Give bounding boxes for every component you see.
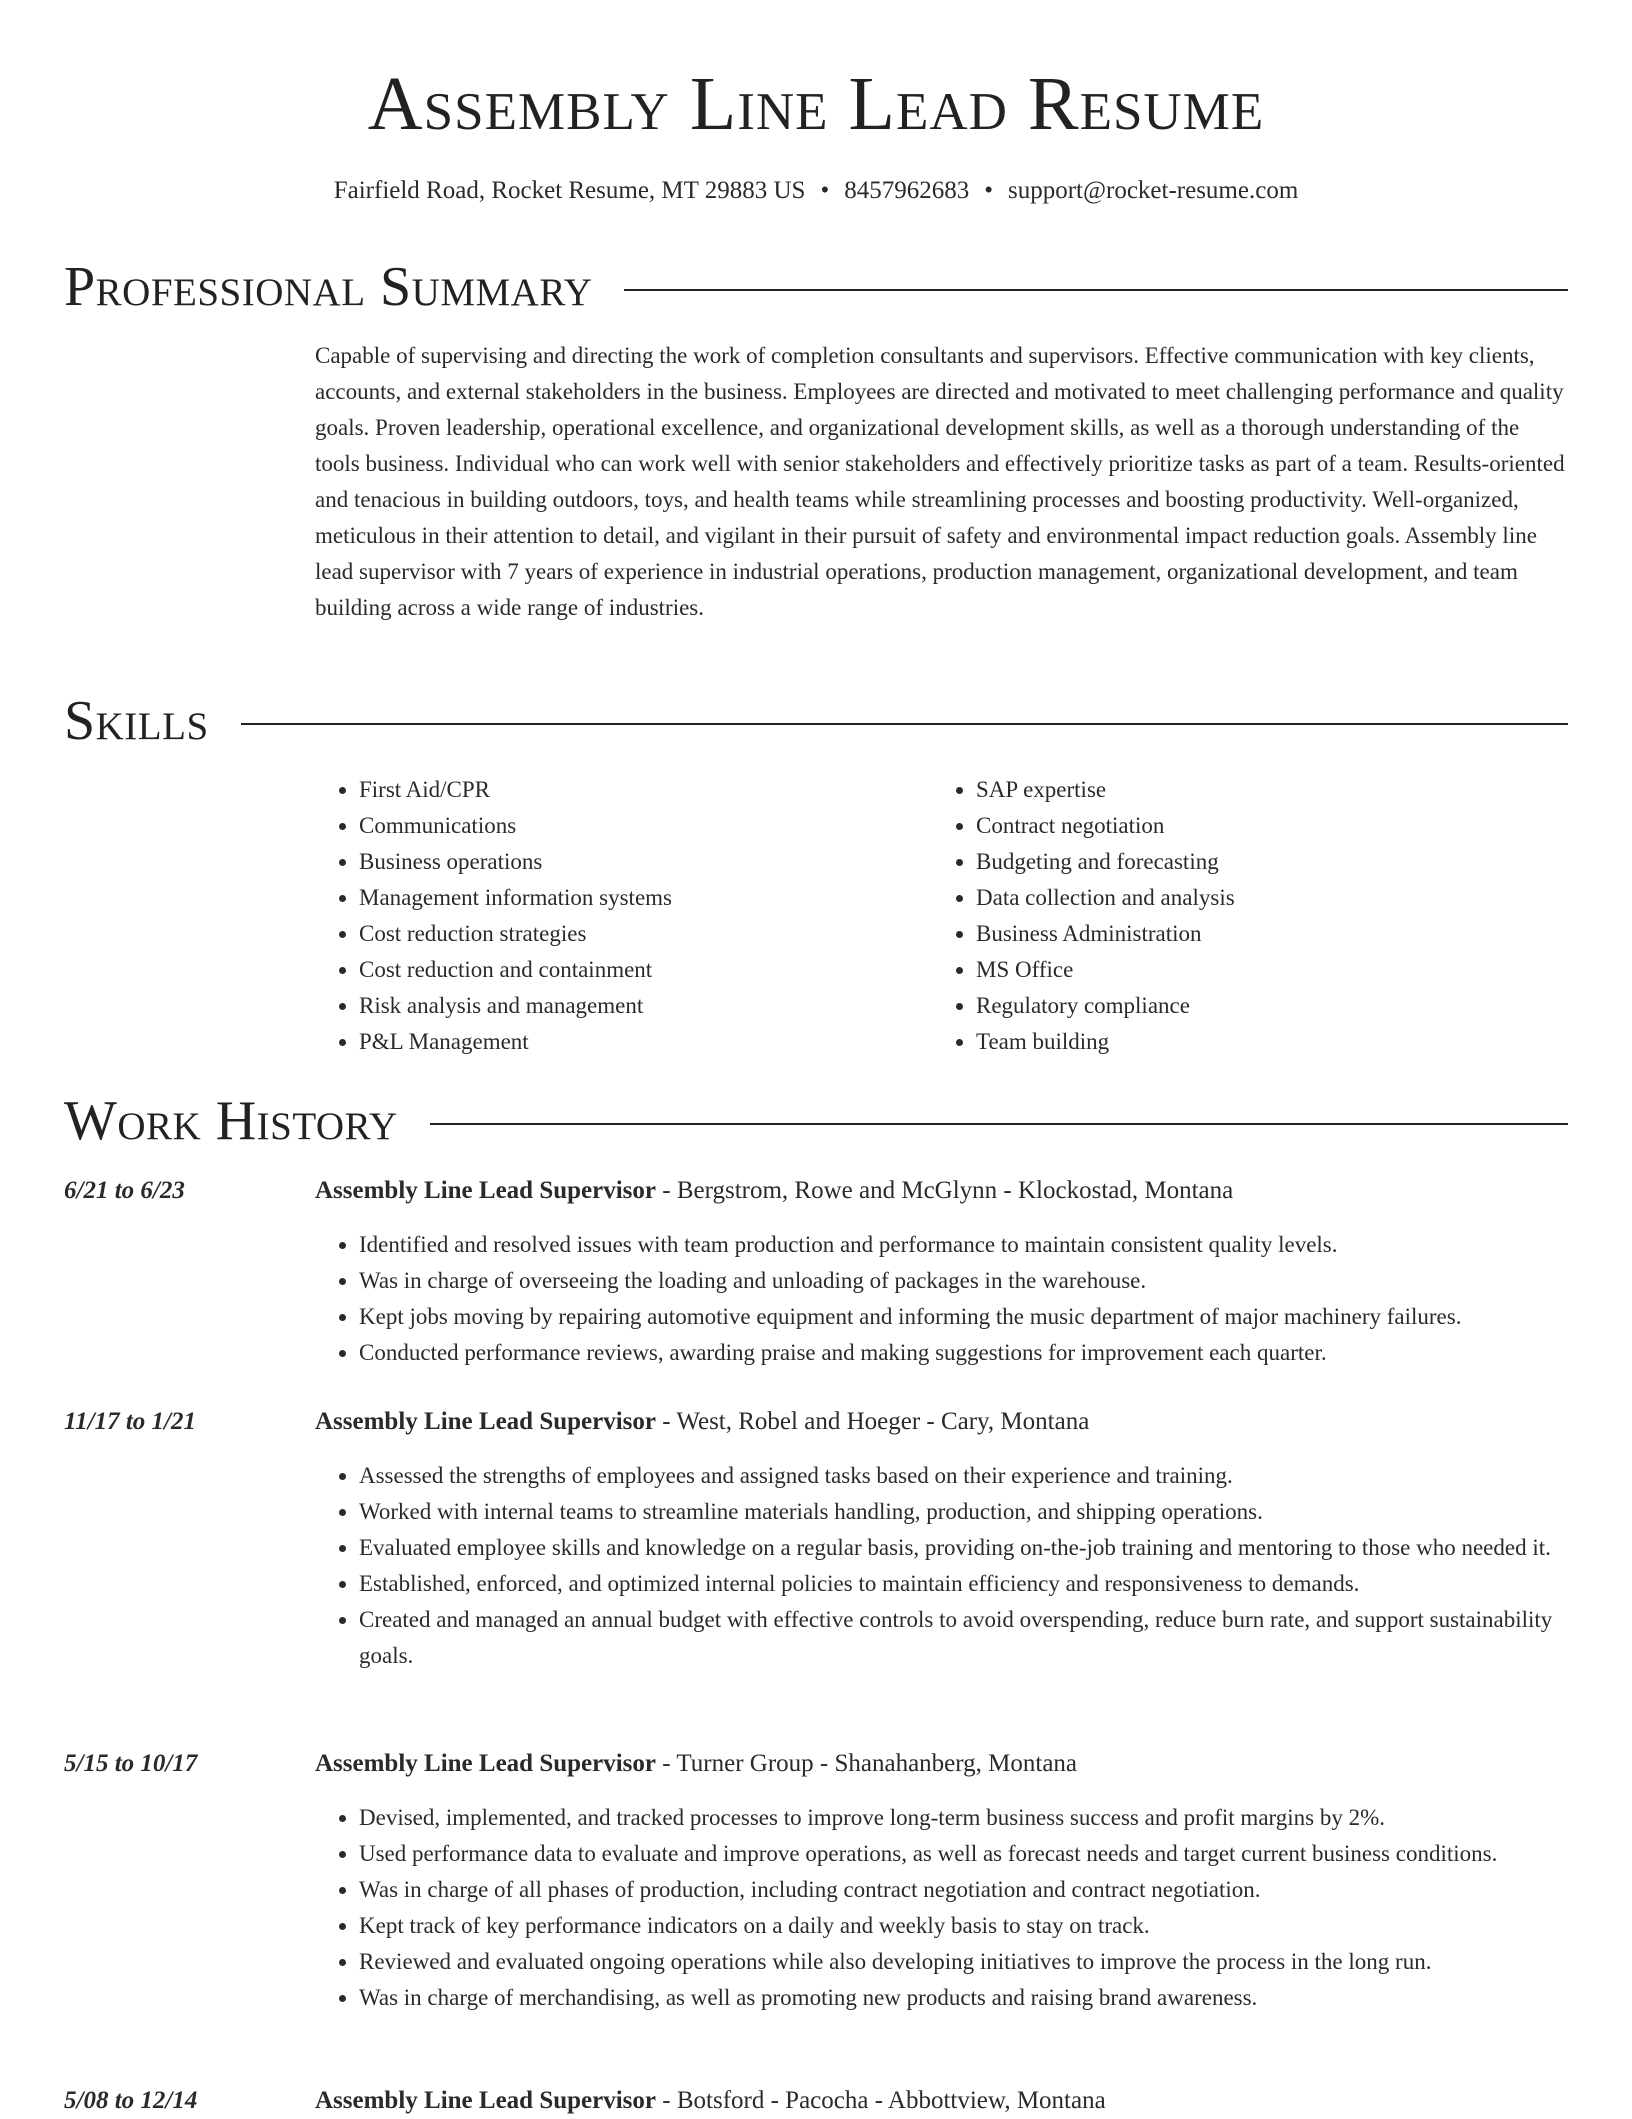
- contact-separator: •: [820, 177, 830, 204]
- job-bullet: • Was in charge of merchandising, as well as promoting new products and raising brand awareness.: [359, 1980, 1568, 2016]
- job-bullets: [315, 1458, 1568, 1674]
- job-company: - Bergstrom, Rowe and McGlynn - Klockostad, Montana: [656, 1177, 1234, 1204]
- skills-list-left: [315, 772, 919, 1060]
- summary-section-header: [64, 254, 1568, 320]
- skills-section-header: [64, 688, 1568, 754]
- skills-heading: Skills: [64, 690, 209, 752]
- job-bullet: • Used performance data to evaluate and improve operations, as well as forecast needs and target current business conditions.: [359, 1836, 1568, 1872]
- job-bullet: • Kept track of key performance indicators on a daily and weekly basis to stay on track.: [359, 1908, 1568, 1944]
- skill-item: • SAP expertise: [976, 772, 1536, 808]
- job-bullet: • Evaluated employee skills and knowledge on a regular basis, providing on-the-job training and mentoring to those who needed it.: [359, 1530, 1568, 1566]
- job-bullet: • Created and managed an annual budget with effective controls to avoid overspending, reduce burn rate, and support sustainability goals.: [359, 1602, 1568, 1674]
- skill-item: • Regulatory compliance: [976, 988, 1536, 1024]
- job-dates: 5/15 to 10/17: [64, 1750, 198, 1777]
- job-bullets: [315, 1227, 1568, 1371]
- summary-heading: Professional Summary: [64, 256, 593, 318]
- skill-item: • Cost reduction and containment: [359, 952, 919, 988]
- skill-item: • Data collection and analysis: [976, 880, 1536, 916]
- job-title-line: [315, 2083, 1568, 2119]
- skill-item: • MS Office: [976, 952, 1536, 988]
- skill-item: • Management information systems: [359, 880, 919, 916]
- skill-item: • Communications: [359, 808, 919, 844]
- job-title: Assembly Line Lead Supervisor: [315, 1750, 657, 1777]
- skill-item: • P&L Management: [359, 1024, 919, 1060]
- skill-item: • Risk analysis and management: [359, 988, 919, 1024]
- contact-separator: •: [984, 177, 993, 204]
- job-bullet: • Assessed the strengths of employees and assigned tasks based on their experience and training.: [359, 1458, 1568, 1494]
- job-bullet: • Was in charge of all phases of production, including contract negotiation and contract negotiation.: [359, 1872, 1568, 1908]
- job-title: Assembly Line Lead Supervisor: [315, 1408, 657, 1435]
- job-company: - Turner Group - Shanahanberg, Montana: [656, 1750, 1078, 1777]
- job-bullet: • Devised, implemented, and tracked processes to improve long-term business success and profit margins by 2%.: [359, 1800, 1568, 1836]
- skill-item: • Business Administration: [976, 916, 1536, 952]
- resume-title: Assembly Line Lead Resume: [367, 62, 1265, 146]
- job-company: - Botsford - Pacocha - Abbottview, Montana: [656, 2087, 1106, 2114]
- skills-list-right: [932, 772, 1536, 1060]
- job-dates: 6/21 to 6/23: [64, 1177, 185, 1204]
- job-dates: 5/08 to 12/14: [64, 2087, 198, 2114]
- job-title-line: [315, 1173, 1568, 1209]
- job-bullet: • Reviewed and evaluated ongoing operations while also developing initiatives to improve the process in the long run.: [359, 1944, 1568, 1980]
- section-divider: [624, 289, 1568, 291]
- job-bullet: • Established, enforced, and optimized internal policies to maintain efficiency and responsiveness to demands.: [359, 1566, 1568, 1602]
- skill-item: • Business operations: [359, 844, 919, 880]
- contact-email: support@rocket-resume.com: [1007, 177, 1299, 204]
- job-bullet: • Kept jobs moving by repairing automotive equipment and informing the music department of major machinery failures.: [359, 1299, 1568, 1335]
- work-section-header: [64, 1088, 1568, 1154]
- job-company: - West, Robel and Hoeger - Cary, Montana: [656, 1408, 1090, 1435]
- contact-line: [0, 174, 1632, 208]
- contact-phone: 8457962683: [844, 177, 970, 204]
- work-heading: Work History: [64, 1090, 398, 1152]
- skill-item: • Team building: [976, 1024, 1536, 1060]
- contact-address: Fairfield Road, Rocket Resume, MT 29883 US: [333, 177, 806, 204]
- job-bullets: [315, 1800, 1568, 2016]
- job-title: Assembly Line Lead Supervisor: [315, 2087, 657, 2114]
- job-bullet: • Identified and resolved issues with team production and performance to maintain consistent quality levels.: [359, 1227, 1568, 1263]
- job-title-line: [315, 1746, 1568, 1782]
- summary-text: Capable of supervising and directing the work of completion consultants and supervisors. Effective communication with key clients, accounts, and external stakeholders in the business. Employees are directed and motivated to meet challenging performance and quality goals. Proven leadership, operational excellence, and organizational development skills, as well as a thorough understanding of the tools business. Individual who can work well with senior stakeholders and effectively prioritize tasks as part of a team. Results-oriented and tenacious in building outdoors, toys, and health teams while streamlining processes and boosting productivity. Well-organized, meticulous in their attention to detail, and vigilant in their pursuit of safety and environmental impact reduction goals. Assembly line lead supervisor with 7 years of experience in industrial operations, production management, organizational development, and team building across a wide range of industries.: [315, 343, 1565, 620]
- job-title-line: [315, 1404, 1568, 1440]
- job-bullet: • Was in charge of overseeing the loading and unloading of packages in the warehouse.: [359, 1263, 1568, 1299]
- job-title: Assembly Line Lead Supervisor: [315, 1177, 657, 1204]
- skill-item: • Contract negotiation: [976, 808, 1536, 844]
- job-bullet: • Worked with internal teams to streamline materials handling, production, and shipping operations.: [359, 1494, 1568, 1530]
- skill-item: • Budgeting and forecasting: [976, 844, 1536, 880]
- job-dates: 11/17 to 1/21: [64, 1408, 196, 1435]
- section-divider: [430, 1123, 1568, 1125]
- section-divider: [241, 723, 1568, 725]
- job-bullet: • Conducted performance reviews, awarding praise and making suggestions for improvement each quarter.: [359, 1335, 1568, 1371]
- skill-item: • Cost reduction strategies: [359, 916, 919, 952]
- skill-item: • First Aid/CPR: [359, 772, 919, 808]
